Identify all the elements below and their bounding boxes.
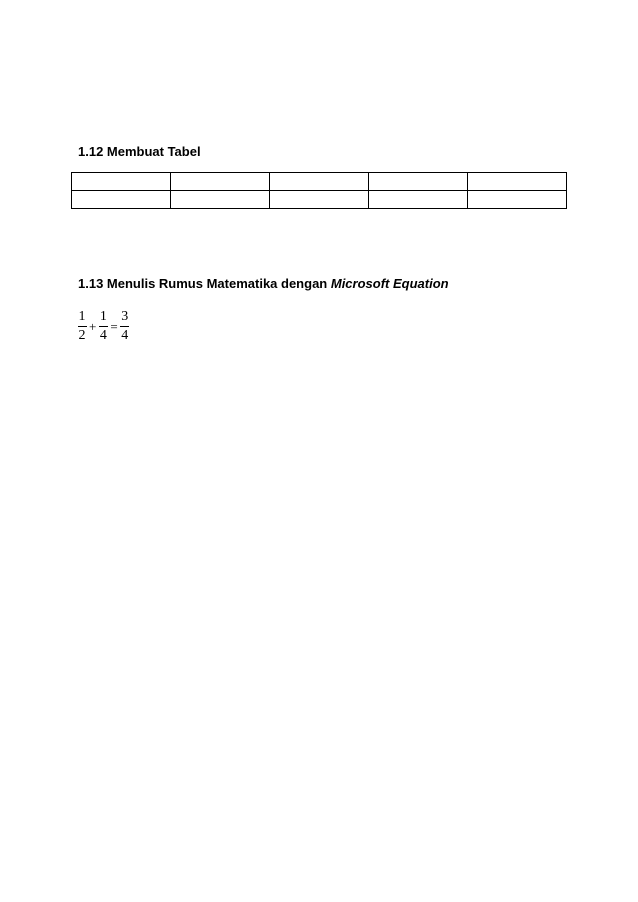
table-cell: [72, 191, 171, 209]
table-cell: [369, 173, 468, 191]
plus-operator: +: [89, 319, 97, 334]
heading-italic-text: Microsoft Equation: [330, 276, 449, 291]
fraction-equation: [77, 310, 130, 343]
numerator: 3: [121, 309, 129, 324]
denominator: 2: [78, 328, 86, 343]
table-cell: [369, 191, 468, 209]
fraction-one-quarter: [98, 310, 108, 343]
numerator: 1: [99, 309, 107, 324]
table-cell: [72, 173, 171, 191]
table-cell: [171, 191, 270, 209]
heading-plain-text: 1.13 Menulis Rumus Matematika dengan: [78, 276, 331, 291]
denominator: 4: [99, 328, 107, 343]
equals-operator: =: [110, 319, 118, 334]
table-row: [72, 173, 567, 191]
numerator: 1: [78, 309, 86, 324]
table-cell: [171, 173, 270, 191]
table-cell: [270, 173, 369, 191]
heading-menulis-rumus: [78, 276, 449, 291]
table-cell: [270, 191, 369, 209]
denominator: 4: [121, 328, 129, 343]
empty-table: [71, 172, 567, 209]
table-cell: [468, 191, 567, 209]
fraction-three-quarters: [120, 310, 130, 343]
heading-membuat-tabel: 1.12 Membuat Tabel: [78, 144, 201, 159]
table-cell: [468, 173, 567, 191]
fraction-one-half: [77, 310, 87, 343]
table-row: [72, 191, 567, 209]
